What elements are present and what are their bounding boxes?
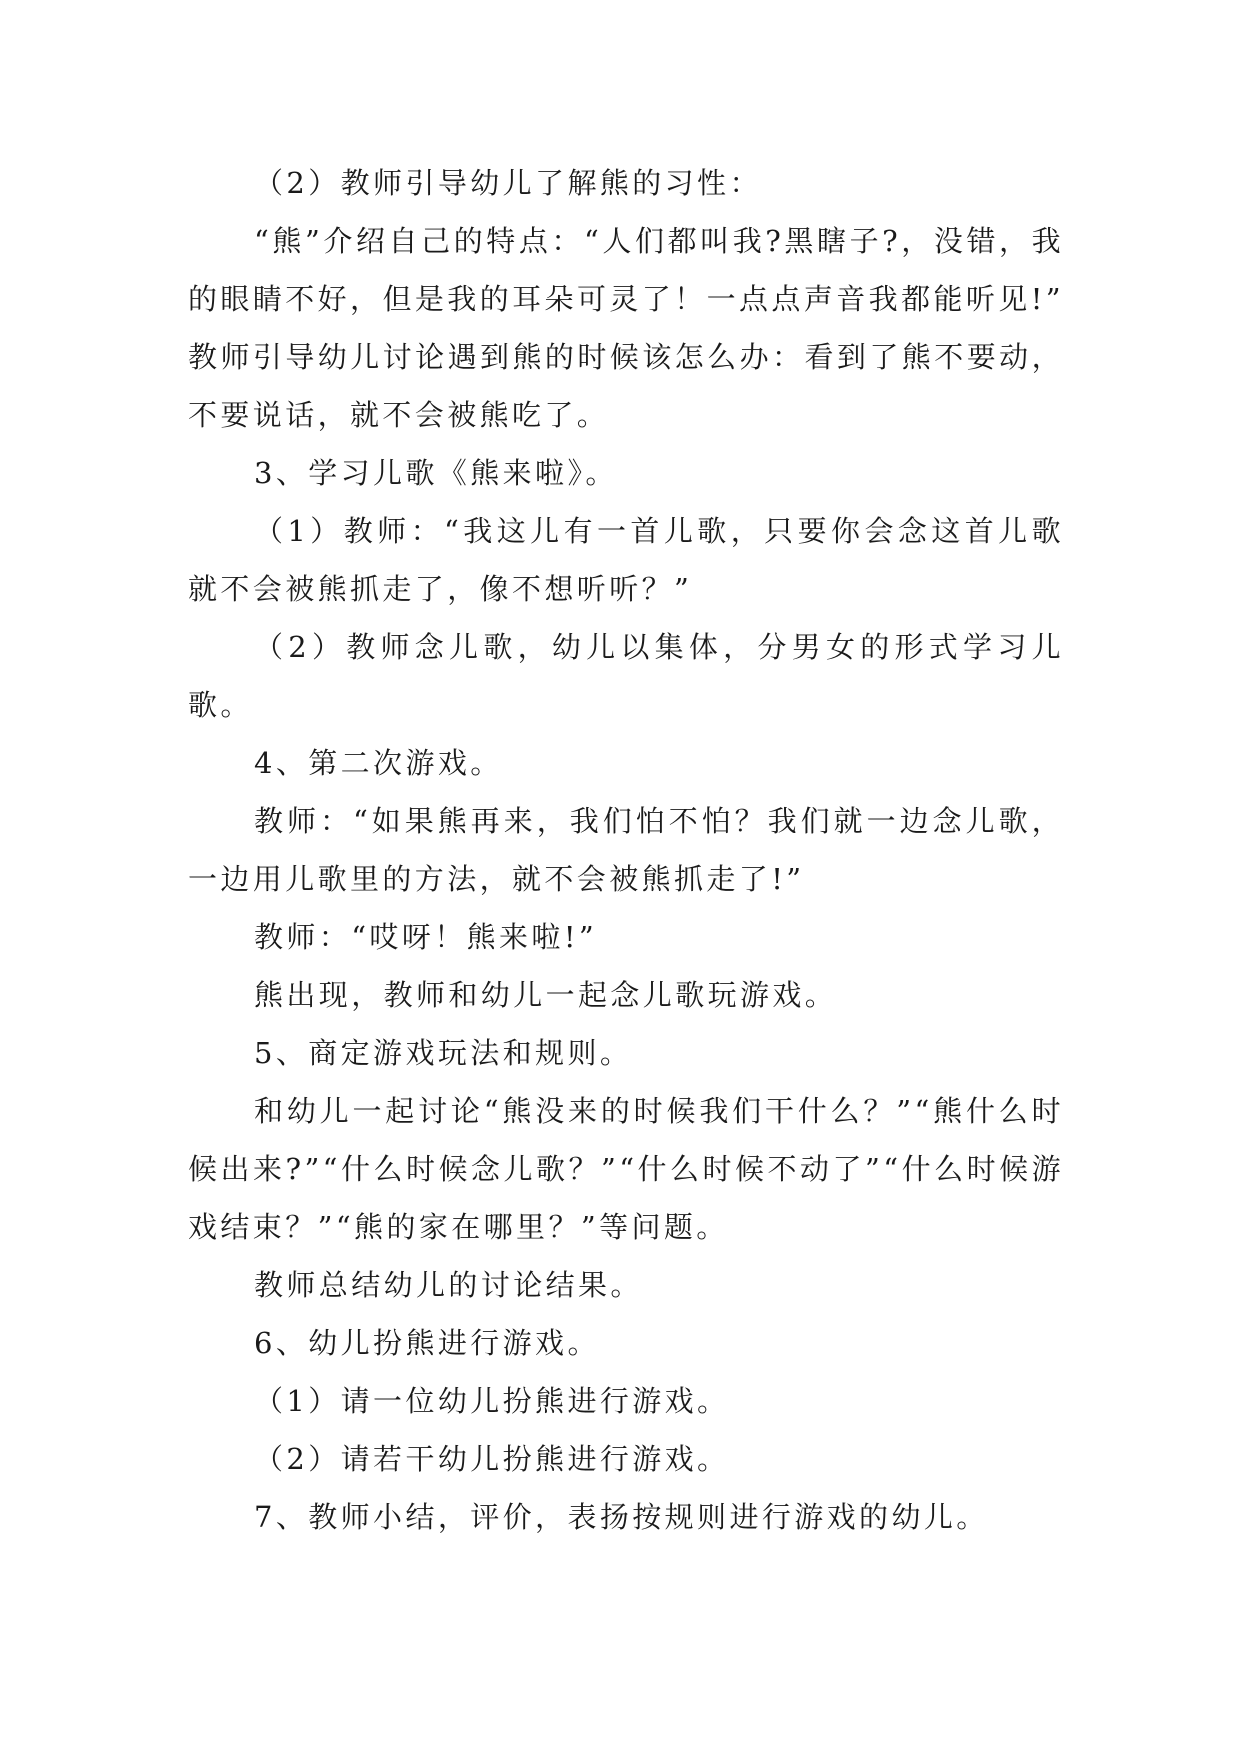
- paragraph: 4、第二次游戏。: [254, 746, 503, 780]
- paragraph: （2）请若干幼儿扮熊进行游戏。: [254, 1442, 730, 1476]
- paragraph: 6、幼儿扮熊进行游戏。: [254, 1326, 600, 1360]
- paragraph: （2）教师念儿歌，幼儿以集体，分男女的形式学习儿歌。: [188, 630, 1064, 722]
- document-body: [188, 154, 1064, 1546]
- paragraph: 3、学习儿歌《熊来啦》。: [254, 456, 618, 490]
- paragraph: 熊出现，教师和幼儿一起念儿歌玩游戏。: [254, 978, 838, 1012]
- paragraph: 教师总结幼儿的讨论结果。: [254, 1268, 643, 1302]
- paragraph: （2）教师引导幼儿了解熊的习性：: [254, 166, 762, 200]
- paragraph: （1）请一位幼儿扮熊进行游戏。: [254, 1384, 730, 1418]
- paragraph: （1）教师：“我这儿有一首儿歌，只要你会念这首儿歌就不会被熊抓走了，像不想听听？”: [188, 514, 1064, 606]
- paragraph: “熊”介绍自己的特点：“人们都叫我?黑瞎子?，没错，我的眼睛不好，但是我的耳朵可灵了！一点点声音我都能听见!” 教师引导幼儿讨论遇到熊的时候该怎么办：看到了熊不要动，不要说话，就不会被熊吃了。: [188, 224, 1064, 432]
- paragraph: 教师：“哎呀！熊来啦!”: [254, 920, 598, 954]
- paragraph: 5、商定游戏玩法和规则。: [254, 1036, 633, 1070]
- paragraph: 教师：“如果熊再来，我们怕不怕？我们就一边念儿歌，一边用儿歌里的方法，就不会被熊抓走了!”: [188, 804, 1064, 896]
- paragraph: 7、教师小结，评价，表扬按规则进行游戏的幼儿。: [254, 1500, 989, 1534]
- paragraph: 和幼儿一起讨论“熊没来的时候我们干什么？”“熊什么时候出来?”“什么时候念儿歌？”“什么时候不动了”“什么时候游戏结束？”“熊的家在哪里？”等问题。: [188, 1094, 1064, 1244]
